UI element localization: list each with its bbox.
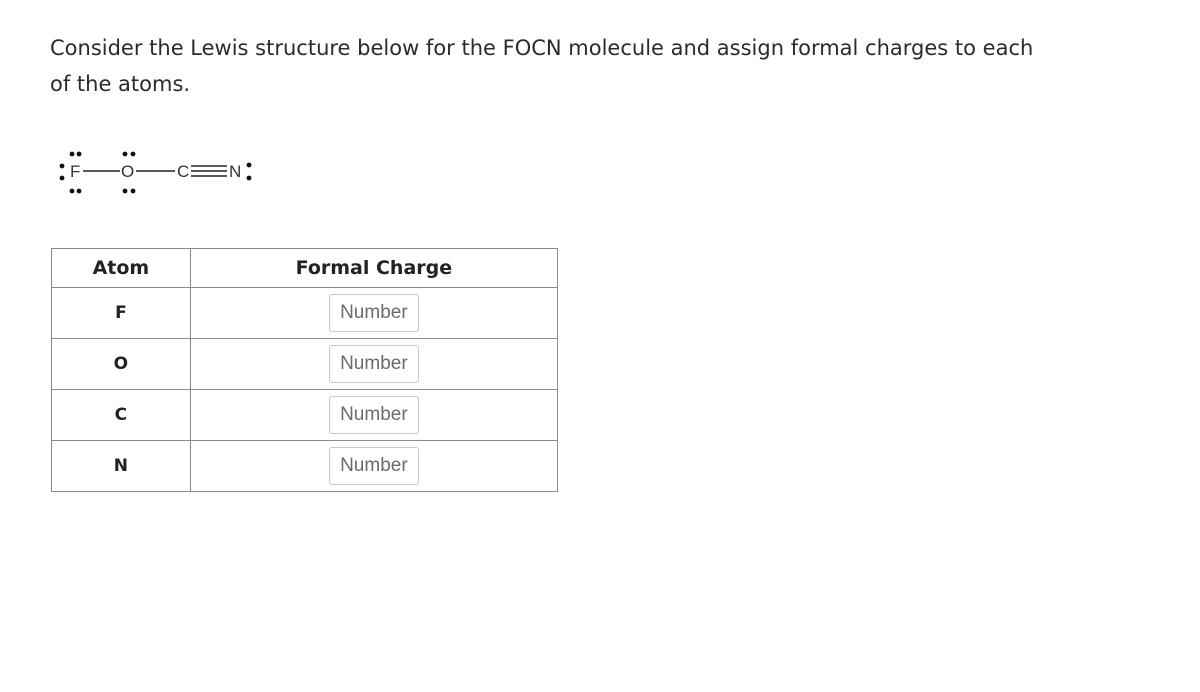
formal-charge-cell bbox=[190, 390, 557, 441]
lone-pair-dot bbox=[70, 152, 75, 157]
table-row bbox=[52, 390, 558, 441]
formal-charge-input-f[interactable] bbox=[329, 294, 419, 332]
question-text: Consider the Lewis structure below for the FOCN molecule and assign formal charges to each of the atoms. bbox=[50, 36, 1034, 96]
table-row bbox=[52, 441, 558, 492]
formal-charge-input-c[interactable] bbox=[329, 396, 419, 434]
formal-charge-cell bbox=[190, 441, 557, 492]
formal-charge-cell bbox=[190, 339, 557, 390]
table-header-row bbox=[52, 249, 558, 288]
formal-charge-cell bbox=[190, 288, 557, 339]
lone-pair-dot bbox=[131, 152, 136, 157]
lone-pair-dot bbox=[247, 163, 252, 168]
column-header-formal-charge: Formal Charge bbox=[190, 249, 557, 288]
lewis-atom-f: F bbox=[70, 162, 81, 181]
lone-pair-dot bbox=[60, 164, 65, 169]
table-row bbox=[52, 288, 558, 339]
lewis-structure bbox=[50, 150, 290, 200]
table-row bbox=[52, 339, 558, 390]
lone-pair-dot bbox=[60, 176, 65, 181]
lewis-structure-diagram bbox=[50, 150, 290, 200]
lewis-atom-n: N bbox=[229, 162, 242, 181]
lone-pair-dot bbox=[131, 189, 136, 194]
formal-charge-input-n[interactable] bbox=[329, 447, 419, 485]
lone-pair-dot bbox=[123, 189, 128, 194]
lewis-atom-o: O bbox=[121, 162, 135, 181]
column-header-atom: Atom bbox=[52, 249, 191, 288]
atom-cell-o: O bbox=[52, 339, 191, 390]
lewis-atom-c: C bbox=[177, 162, 190, 181]
lone-pair-dot bbox=[77, 189, 82, 194]
lone-pair-dot bbox=[70, 189, 75, 194]
lone-pair-dot bbox=[247, 176, 252, 181]
atom-cell-c: C bbox=[52, 390, 191, 441]
lone-pair-dot bbox=[77, 152, 82, 157]
formal-charge-table bbox=[51, 248, 558, 492]
lone-pair-dot bbox=[123, 152, 128, 157]
atom-cell-f: F bbox=[52, 288, 191, 339]
formal-charge-input-o[interactable] bbox=[329, 345, 419, 383]
atom-cell-n: N bbox=[52, 441, 191, 492]
